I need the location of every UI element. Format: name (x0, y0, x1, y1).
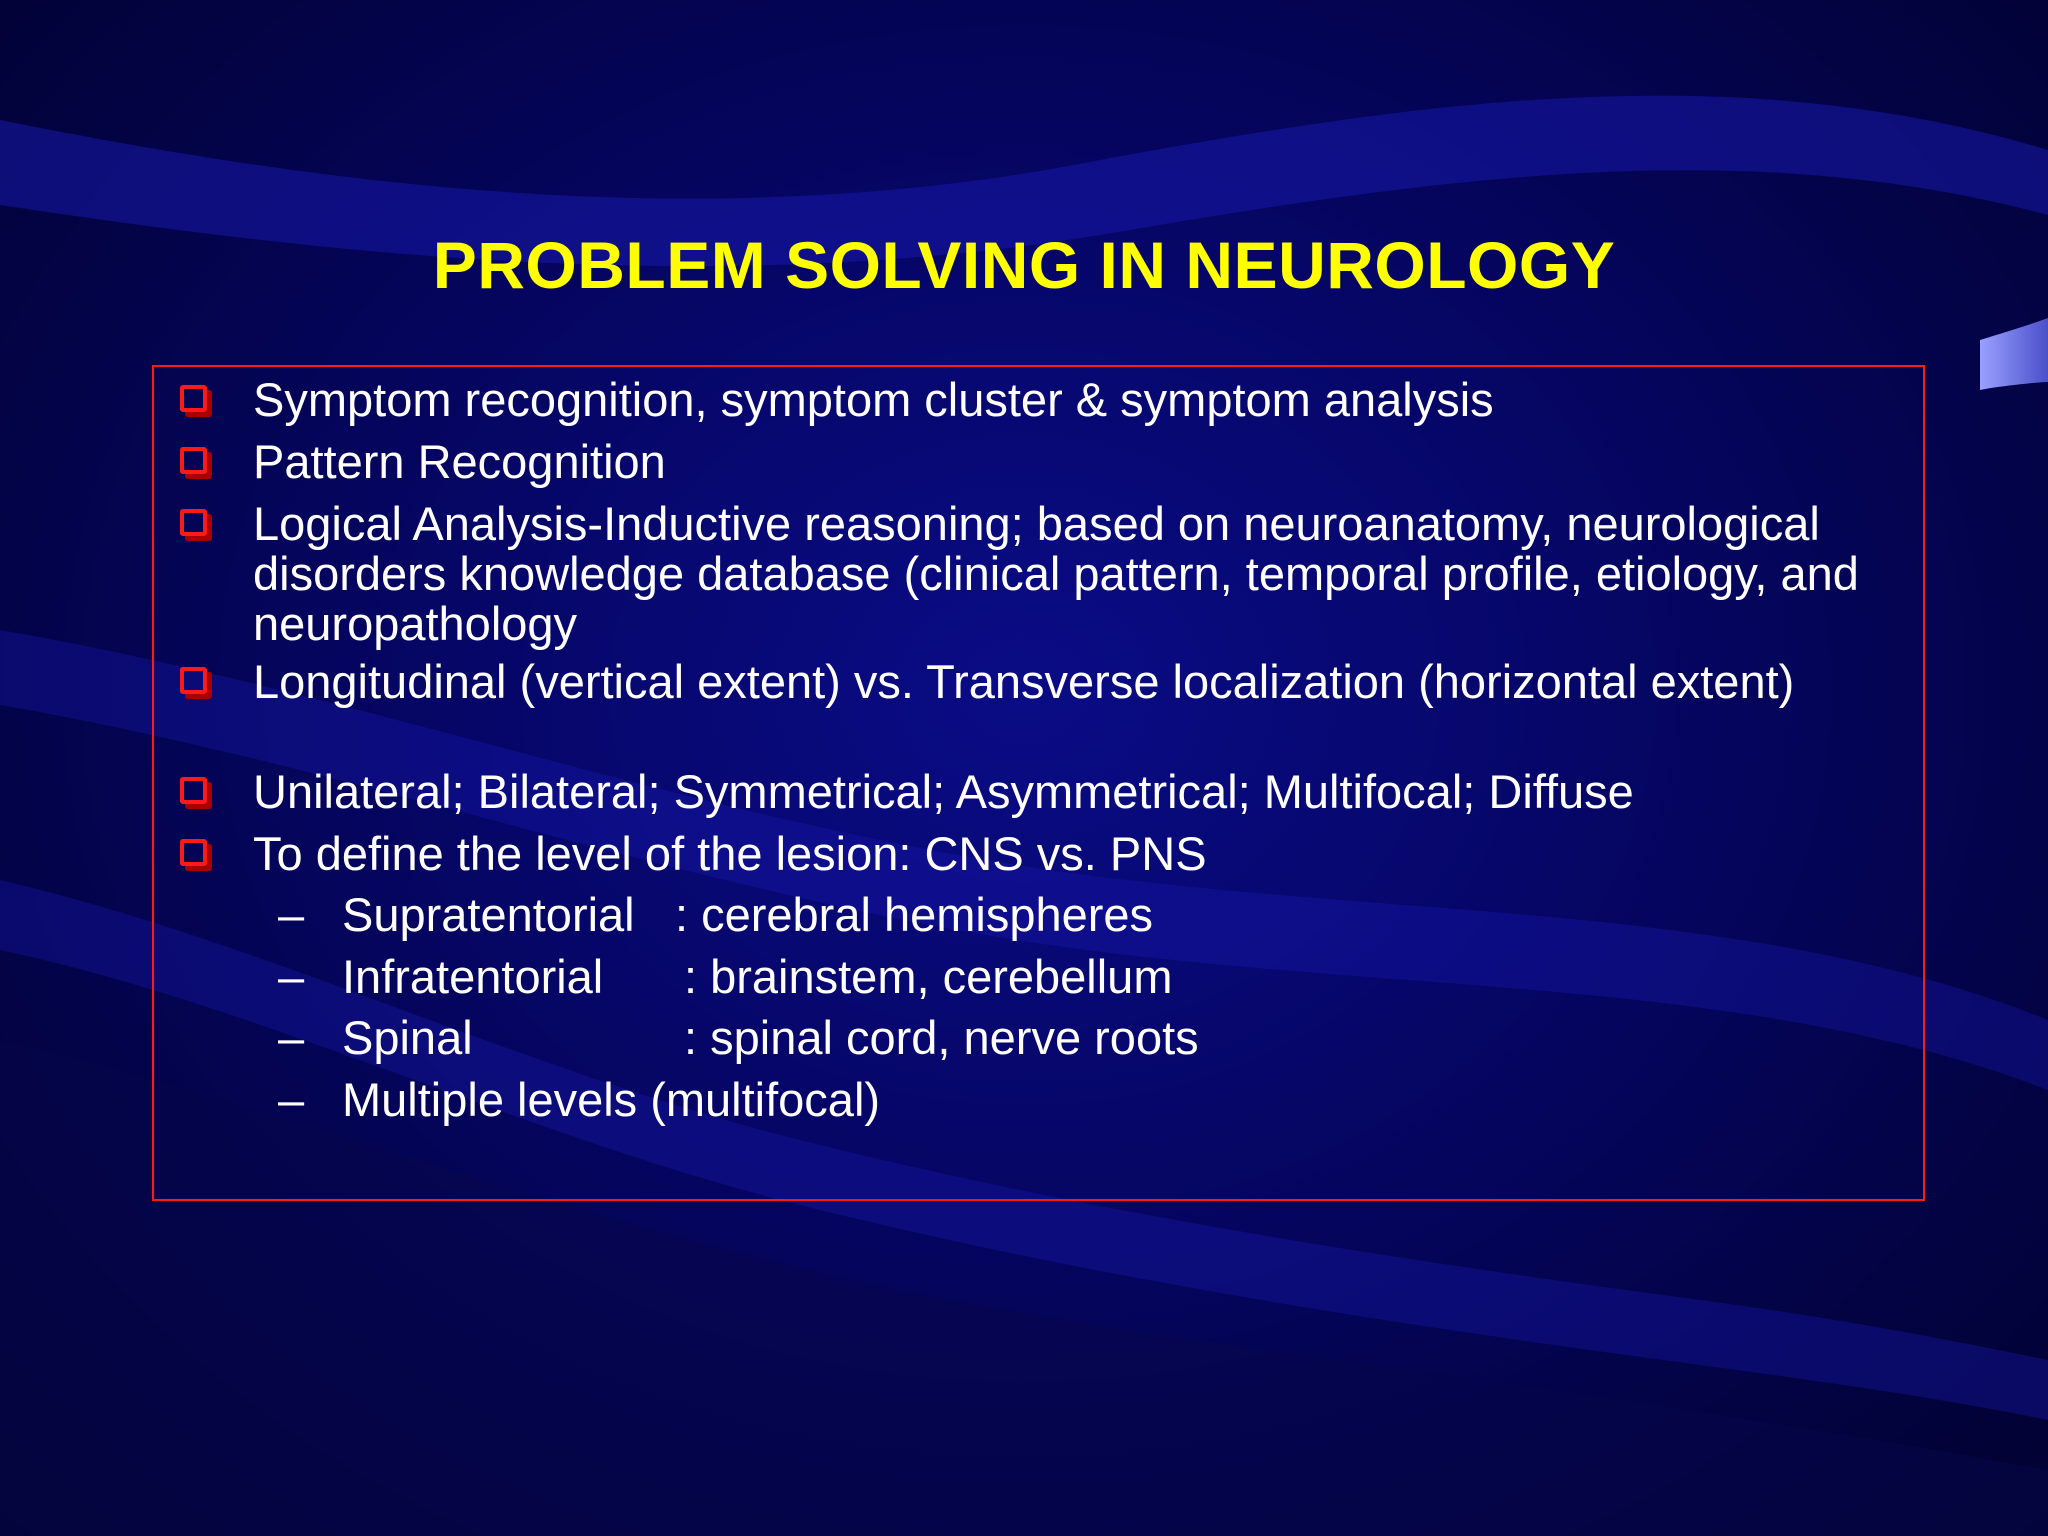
dash-marker: – (278, 1011, 305, 1064)
sub-item-detail: : brainstem, cerebellum (684, 950, 1173, 1003)
square-checkbox-icon (180, 777, 207, 804)
dash-marker: – (278, 888, 305, 941)
sub-item-detail: : spinal cord, nerve roots (684, 1011, 1199, 1064)
sub-item-label: Multiple levels (multifocal) (342, 1073, 881, 1126)
content-box (152, 365, 1925, 1201)
sub-item-label: Spinal (342, 1011, 473, 1064)
bullet-text: Logical Analysis-Inductive reasoning; based on neuroanatomy, neurological disorders knowledge database (clinical pattern, temporal profile, etiology, and neuropathology (253, 497, 1859, 650)
bullet-text: To define the level of the lesion: CNS vs. PNS (253, 827, 1207, 880)
square-checkbox-icon (180, 447, 207, 474)
square-checkbox-icon (180, 385, 207, 412)
sub-item-label: Infratentorial (342, 950, 604, 1003)
dash-marker: – (278, 950, 305, 1003)
bullet-text: Pattern Recognition (253, 435, 666, 488)
square-checkbox-icon (180, 839, 207, 866)
bullet-text: Symptom recognition, symptom cluster & symptom analysis (253, 373, 1494, 426)
slide-title: PROBLEM SOLVING IN NEUROLOGY (432, 228, 1616, 302)
square-checkbox-icon (180, 509, 207, 536)
square-checkbox-icon (180, 667, 207, 694)
dash-marker: – (278, 1073, 305, 1126)
sub-item-label: Supratentorial (342, 888, 635, 941)
bullet-text: Longitudinal (vertical extent) vs. Transverse localization (horizontal extent) (253, 655, 1795, 708)
sub-item-detail: : cerebral hemispheres (675, 888, 1154, 941)
bullet-text: Unilateral; Bilateral; Symmetrical; Asymmetrical; Multifocal; Diffuse (253, 765, 1634, 818)
